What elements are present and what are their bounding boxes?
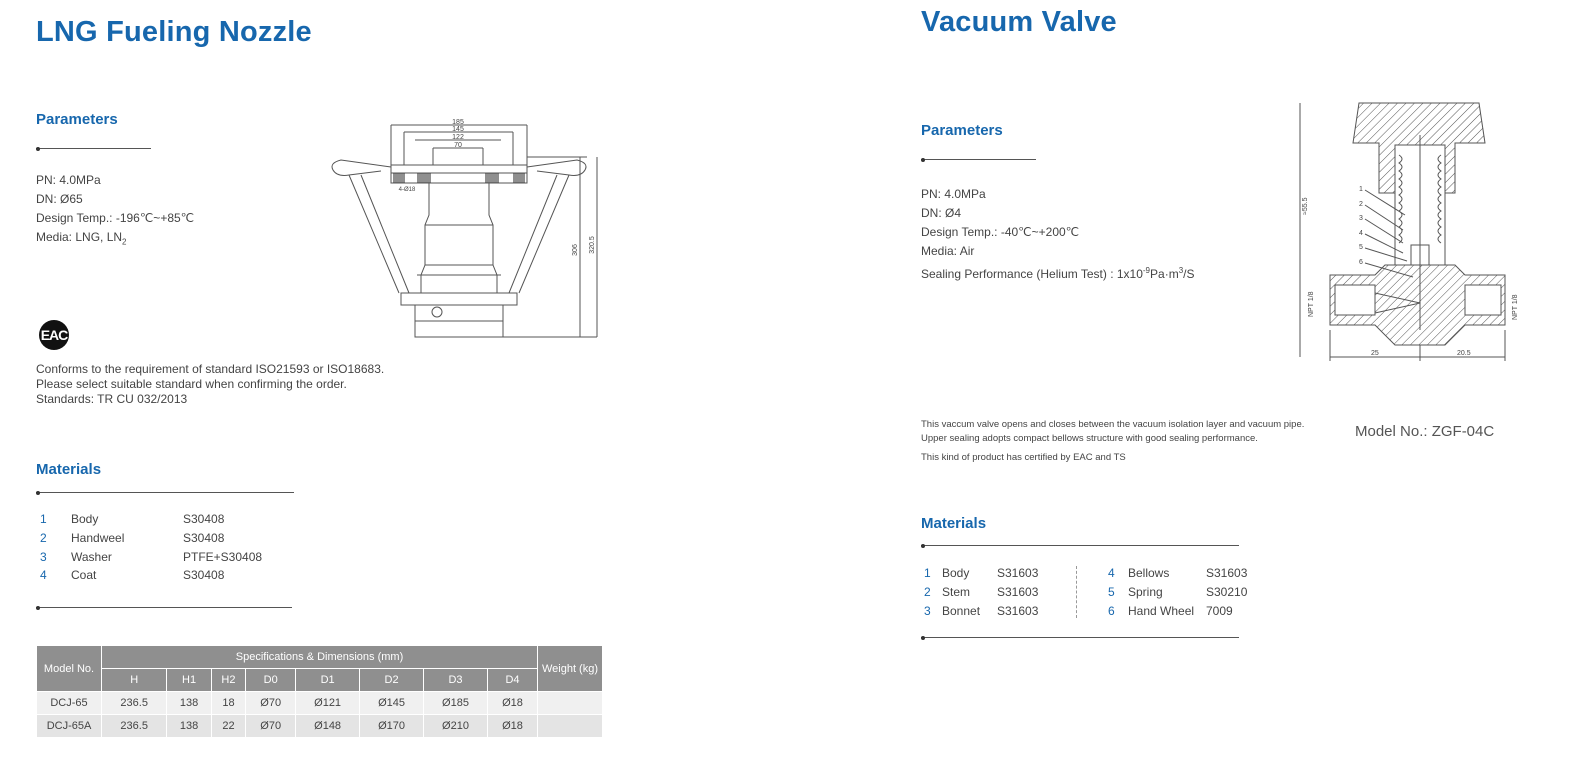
- table-cell-weight: [538, 715, 603, 738]
- spec-table-header-row: [37, 646, 603, 669]
- part-label: 3: [1359, 215, 1363, 222]
- table-cell: Ø148: [296, 715, 360, 738]
- dim-label: 306: [572, 244, 579, 256]
- nozzle-note-3: Standards: TR CU 032/2013: [36, 392, 188, 406]
- part-label: 5: [1359, 244, 1363, 251]
- spec-table-columns-row: [37, 669, 603, 692]
- dim-label: 122: [452, 134, 464, 141]
- nozzle-param-pn: PN: 4.0MPa: [36, 173, 101, 187]
- col-header: H2: [211, 669, 246, 692]
- table-cell: Ø70: [246, 692, 296, 715]
- table-cell: 138: [167, 692, 211, 715]
- nozzle-title: LNG Fueling Nozzle: [36, 16, 312, 48]
- table-cell-weight: [538, 692, 603, 715]
- dim-label: 320.5: [589, 236, 596, 254]
- part-label: 6: [1359, 259, 1363, 266]
- nozzle-param-dn: DN: Ø65: [36, 192, 83, 206]
- table-cell: Ø145: [360, 692, 424, 715]
- dim-label: NPT 1/8: [1308, 291, 1315, 317]
- table-cell-model: DCJ-65: [37, 692, 102, 715]
- dim-label: 185: [452, 119, 464, 126]
- dim-label: NPT 1/8: [1512, 294, 1519, 320]
- materials-divider: [1076, 566, 1077, 618]
- valve-param-sealing: Sealing Performance (Helium Test) : $1x10^{-9}Pa\cdot m^3/S$: [921, 266, 1195, 281]
- table-cell: Ø18: [487, 692, 537, 715]
- valve-param-media: Media: Air: [921, 244, 975, 258]
- table-cell: 138: [167, 715, 211, 738]
- valve-description-2: Upper sealing adopts compact bellows structure with good sealing performance.: [921, 433, 1258, 444]
- nozzle-parameters-heading: Parameters: [36, 111, 118, 128]
- valve-materials-rule-bottom: [921, 637, 1239, 638]
- dim-label: 145: [452, 126, 464, 133]
- valve-param-pn: PN: 4.0MPa: [921, 187, 986, 201]
- nozzle-param-temp: Design Temp.: -196℃~+85℃: [36, 211, 195, 225]
- valve-param-temp: Design Temp.: -40℃~+200℃: [921, 225, 1080, 239]
- dim-label: ≈55.5: [1302, 197, 1309, 215]
- eac-logo: EAC: [39, 320, 69, 350]
- dim-label: 4-Ø18: [398, 187, 416, 193]
- valve-parameters-rule: [921, 159, 1036, 160]
- valve-model-number: Model No.: ZGF-04C: [1355, 423, 1495, 440]
- nozzle-drawing: [325, 115, 610, 345]
- nozzle-materials-rule-top: [36, 492, 294, 493]
- col-header: D2: [360, 669, 424, 692]
- col-header: D4: [487, 669, 537, 692]
- dim-label: 20.5: [1457, 350, 1471, 357]
- valve-materials-heading: Materials: [921, 515, 987, 532]
- table-cell-model: DCJ-65A: [37, 715, 102, 738]
- table-cell: 18: [211, 692, 246, 715]
- nozzle-materials-rule-bottom: [36, 607, 292, 608]
- nozzle-materials-heading: Materials: [36, 461, 102, 478]
- valve-description: [921, 418, 1304, 465]
- dim-label: 70: [454, 142, 462, 149]
- col-header: H1: [167, 669, 211, 692]
- nozzle-note-1: Conforms to the requirement of standard ISO21593 or ISO18683.: [36, 362, 385, 376]
- table-cell: Ø185: [424, 692, 488, 715]
- spec-table: [36, 645, 603, 738]
- valve-drawing: [1295, 95, 1530, 365]
- valve-parameters-heading: Parameters: [921, 122, 1003, 139]
- weight-header: Weight (kg): [538, 646, 603, 692]
- col-header: D3: [424, 669, 488, 692]
- nozzle-parameters-rule: [36, 148, 151, 149]
- table-cell: Ø121: [296, 692, 360, 715]
- nozzle-params: [36, 171, 194, 251]
- valve-materials-rule-top: [921, 545, 1239, 546]
- valve-param-dn: DN: Ø4: [921, 206, 962, 220]
- nozzle-note-2: Please select suitable standard when confirming the order.: [36, 377, 347, 391]
- table-cell: Ø70: [246, 715, 296, 738]
- table-cell: Ø210: [424, 715, 488, 738]
- nozzle-param-media: Media: LNG, $LN_2$: [36, 230, 127, 247]
- table-cell: 22: [211, 715, 246, 738]
- table-cell: 236.5: [102, 715, 167, 738]
- col-header: D0: [246, 669, 296, 692]
- col-header: H: [102, 669, 167, 692]
- table-cell: Ø170: [360, 715, 424, 738]
- valve-description-3: This kind of product has certified by EAC and TS: [921, 452, 1126, 463]
- part-label: 2: [1359, 201, 1363, 208]
- valve-title: Vacuum Valve: [921, 6, 1117, 38]
- valve-description-1: This vaccum valve opens and closes between the vacuum isolation layer and vacuum pipe.: [921, 419, 1305, 430]
- col-header: D1: [296, 669, 360, 692]
- part-label: 4: [1359, 230, 1363, 237]
- table-row: [37, 692, 603, 715]
- valve-params: [921, 185, 1194, 284]
- model-header: Model No.: [37, 646, 102, 692]
- table-cell: Ø18: [487, 715, 537, 738]
- dim-label: 25: [1371, 350, 1379, 357]
- spec-header: Specifications & Dimensions (mm): [102, 646, 538, 669]
- part-label: 1: [1359, 186, 1363, 193]
- nozzle-notes: [36, 362, 384, 407]
- table-cell: 236.5: [102, 692, 167, 715]
- table-row: [37, 715, 603, 738]
